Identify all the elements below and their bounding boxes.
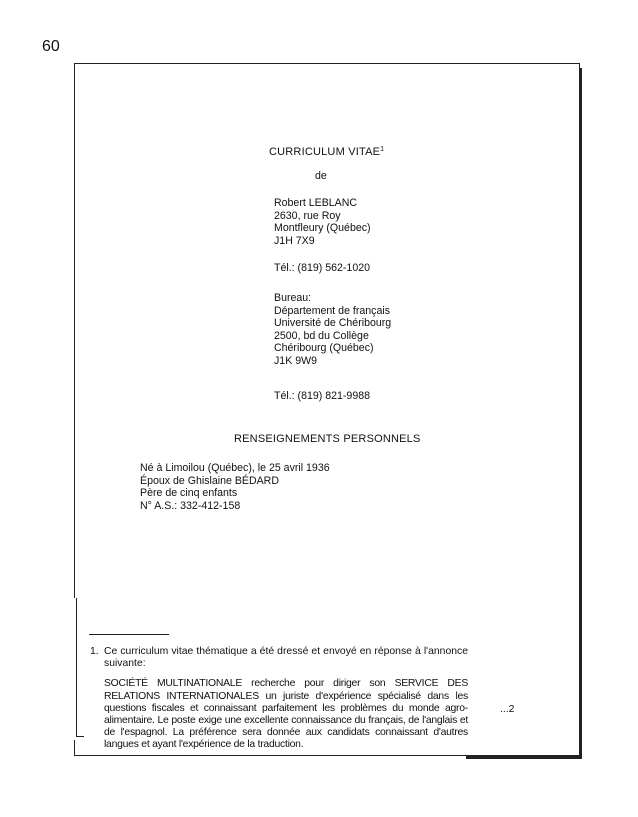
continuation-mark: ...2 [500,704,515,715]
footnote [90,646,468,752]
cv-title [269,146,384,158]
footnote-rule [89,634,169,635]
section-heading-personal: RENSEIGNEMENTS PERSONNELS [234,433,421,445]
candidate-name: Robert LEBLANC [274,197,358,209]
office-city: Chéribourg (Québec) [274,342,374,355]
cv-de: de [315,170,327,182]
office-street: 2500, bd du Collège [274,329,369,342]
personal-birth: Né à Limoilou (Québec), le 25 avril 1936 [140,462,330,474]
office-university: Université de Chéribourg [274,317,392,330]
footnote-text: Ce curriculum vitae thématique a été dressé et envoyé en réponse à l'annonce suivante: [104,646,468,670]
frame-gap [71,598,79,740]
home-address [274,197,371,247]
office-postal-code: J1K 9W9 [274,354,317,367]
address-postal-code: J1H 7X9 [274,234,315,247]
page-number: 60 [42,38,60,55]
office-phone: Tél.: (819) 821-9988 [274,390,370,402]
footnote-ref: 1 [380,146,385,153]
personal-children: Père de cinq enfants [140,487,238,500]
office-address [274,292,391,368]
frame-shadow-bottom [466,756,582,759]
frame-corner-line [76,598,77,736]
personal-info [140,462,330,512]
cv-title-text: CURRICULUM VITAE [269,146,381,158]
office-label: Bureau: [274,292,312,304]
personal-spouse: Époux de Ghislaine BÉDARD [140,474,279,487]
office-department: Département de français [274,304,391,317]
frame-corner-tick [76,736,84,737]
personal-sin: N° A.S.: 332-412-158 [140,499,241,512]
footnote-number: 1. [90,646,99,657]
home-phone: Tél.: (819) 562-1020 [274,262,370,274]
footnote-advertisement: SOCIÉTÉ MULTINATIONALE recherche pour diriger son SERVICE DES RELATIONS INTERNATIONALES un juriste d'expérience spécialisé dans les questions fiscales et connaissant parfaitement les problèmes du monde agro-alimentaire. Le poste exige une excellente connaissance du français, de l'anglais et de l'espagnol. La préférence sera donnée aux candidats connaissant d'autres langues et ayant l'expérience de la traduction. [104,678,468,751]
frame-shadow-right [579,68,582,758]
address-street: 2630, rue Roy [274,209,341,222]
address-city: Montfleury (Québec) [274,222,371,235]
